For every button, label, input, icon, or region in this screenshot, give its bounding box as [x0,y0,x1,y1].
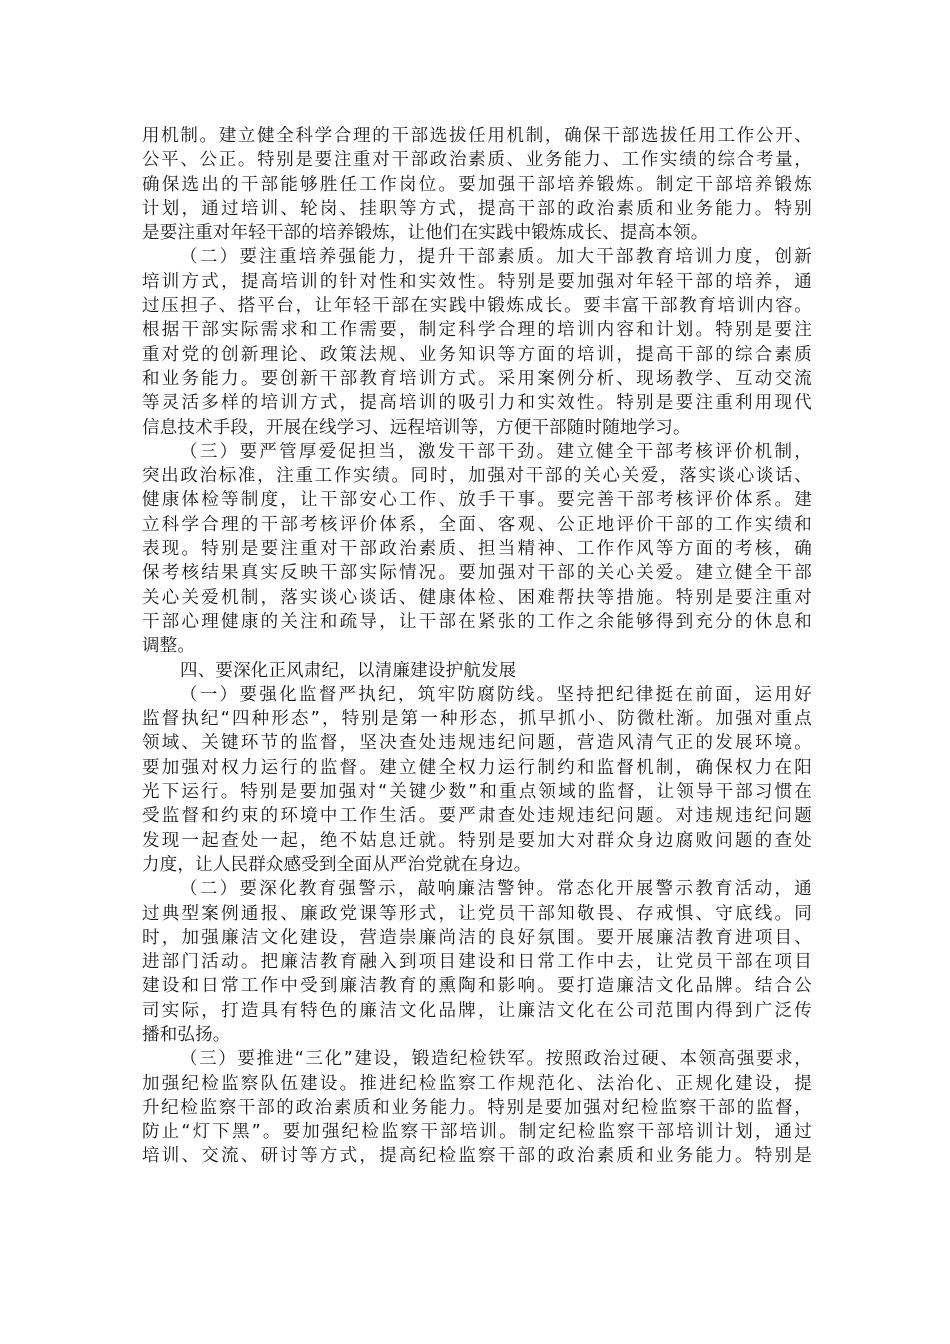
text-line: 防止“灯下黑”。要加强纪检监察干部培训。制定纪检监察干部培训计划，通过 [142,1122,812,1143]
text-line: 培训、交流、研讨等方式，提高纪检监察干部的政治素质和业务能力。特别是 [142,1146,812,1167]
text-line: 过压担子、搭平台，让年轻干部在实践中锻炼成长。要丰富干部教育培训内容。 [142,296,812,317]
text-line: 突出政治标准，注重工作实绩。同时，加强对干部的关心关爱，落实谈心谈话、 [142,466,812,487]
text-line: 时，加强廉洁文化建设，营造崇廉尚洁的良好氛围。要开展廉洁教育进项目、 [142,927,812,948]
text-line: 公平、公正。特别是要注重对干部政治素质、业务能力、工作实绩的综合考量， [142,150,812,171]
text-line: 领域、关键环节的监督，坚决查处违规违纪问题，营造风清气正的发展环境。 [142,733,812,754]
text-line: 力度，让人民群众感受到全面从严治党就在身边。 [142,854,532,875]
text-line: 立科学合理的干部考核评价体系，全面、客观、公正地评价干部的工作实绩和 [142,514,812,535]
text-line: 监督执纪“四种形态”，特别是第一种形态，抓早抓小、防微杜渐。加强对重点 [142,709,812,730]
text-line: 信息技术手段，开展在线学习、远程培训等，方便干部随时随地学习。 [142,417,691,438]
text-line: 加强纪检监察队伍建设。推进纪检监察工作规范化、法治化、正规化建设，提 [142,1073,812,1094]
text-line: （三）要严管厚爱促担当，激发干部干劲。建立健全干部考核评价机制， [180,441,812,462]
text-line: 过典型案例通报、廉政党课等形式，让党员干部知敬畏、存戒惧、守底线。同 [142,903,812,924]
text-line: 播和弘扬。 [142,1024,231,1045]
text-line: 根据干部实际需求和工作需要，制定科学合理的培训内容和计划。特别是要注 [142,320,812,341]
text-line: 确保选出的干部能够胜任工作岗位。要加强干部培养锻炼。制定干部培养锻炼 [142,174,812,195]
document-page [142,124,812,1169]
text-line: 光下运行。特别是要加强对“关键少数”和重点领域的监督，让领导干部习惯在 [142,782,812,803]
text-line: 保考核结果真实反映干部实际情况。要加强对干部的关心关爱。建立健全干部 [142,563,812,584]
text-line: 和业务能力。要创新干部教育培训方式。采用案例分析、现场教学、互动交流 [142,368,812,389]
text-line: 重对党的创新理论、政策法规、业务知识等方面的培训，提高干部的综合素质 [142,344,812,365]
text-line: 是要注重对年轻干部的培养锻炼，让他们在实践中锻炼成长、提高本领。 [142,223,709,244]
text-line: （一）要强化监督严执纪，筑牢防腐防线。坚持把纪律挺在前面，运用好 [180,684,812,705]
text-line: （三）要推进“三化”建设，锻造纪检铁军。按照政治过硬、本领高强要求， [180,1049,812,1070]
text-line: 建设和日常工作中受到廉洁教育的熏陶和影响。要打造廉洁文化品牌。结合公 [142,976,812,997]
text-line: 关心关爱机制，落实谈心谈话、健康体检、困难帮扶等措施。特别是要注重对 [142,587,812,608]
text-line: 升纪检监察干部的政治素质和业务能力。特别是要加强对纪检监察干部的监督， [142,1097,812,1118]
text-line: 发现一起查处一起，绝不姑息迁就。特别是要加大对群众身边腐败问题的查处 [142,830,812,851]
text-line: 培训方式，提高培训的针对性和实效性。特别是要加强对年轻干部的培养，通 [142,271,812,292]
text-line: 要加强对权力运行的监督。建立健全权力运行制约和监督机制，确保权力在阳 [142,757,812,778]
text-line: 四、要深化正风肃纪，以清廉建设护航发展 [180,660,517,681]
text-line: 计划，通过培训、轮岗、挂职等方式，提高干部的政治素质和业务能力。特别 [142,198,812,219]
text-line: 调整。 [142,636,196,657]
text-line: 进部门活动。把廉洁教育融入到项目建设和日常工作中去，让党员干部在项目 [142,952,812,973]
text-line: 司实际，打造具有特色的廉洁文化品牌，让廉洁文化在公司范围内得到广泛传 [142,1000,812,1021]
text-line: 受监督和约束的环境中工作生活。要严肃查处违规违纪问题。对违规违纪问题 [142,806,812,827]
text-line: 用机制。建立健全科学合理的干部选拔任用机制，确保干部选拔任用工作公开、 [142,126,812,146]
text-line: 健康体检等制度，让干部安心工作、放手干事。要完善干部考核评价体系。建 [142,490,812,511]
text-line: 等灵活多样的培训方式，提高培训的吸引力和实效性。特别是要注重利用现代 [142,393,812,414]
text-line: 表现。特别是要注重对干部政治素质、担当精神、工作作风等方面的考核，确 [142,539,812,560]
text-line: （二）要深化教育强警示，敲响廉洁警钟。常态化开展警示教育活动，通 [180,879,812,900]
text-line: （二）要注重培养强能力，提升干部素质。加大干部教育培训力度，创新 [180,247,812,268]
text-line: 干部心理健康的关注和疏导，让干部在紧张的工作之余能够得到充分的休息和 [142,611,812,632]
